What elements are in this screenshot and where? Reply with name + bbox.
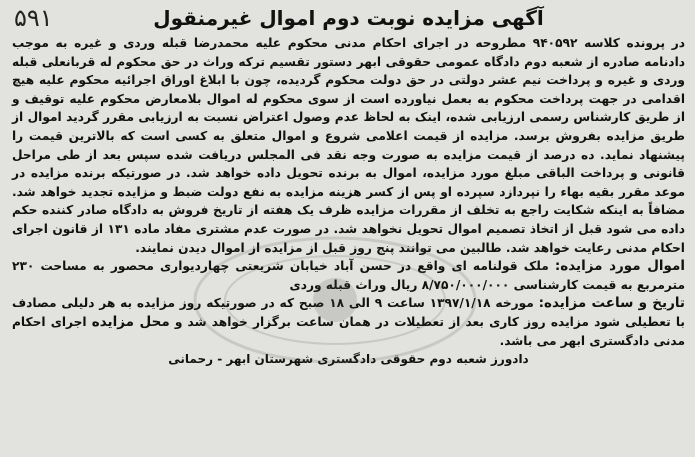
notice-title: آگهی مزایده نوبت دوم اموال غیرمنقول [153, 6, 544, 30]
property-text: ملک قولنامه ای واقع در حسن آباد خیابان شریعتی چهاردیواری محصور به مساحت ۲۳۰ مترمربع به قیمت کارشناسی ۸/۷۵۰/۰۰۰/۰۰۰ ریال وراث قبله وردی [12, 259, 685, 292]
signature-line: دادورز شعبه دوم حقوقی دادگستری شهرستان ابهر - رحمانی [168, 352, 529, 367]
property-label: اموال مورد مزایده: [554, 258, 685, 275]
datetime-label: تاریخ و ساعت مزایده: [538, 295, 685, 312]
location-text: اجرای احکام مدنی دادگستری ابهر می باشد. [12, 314, 685, 348]
main-paragraph: در پرونده کلاسه ۹۴۰۵۹۲ مطروحه در اجرای احکام مدنی محکوم علیه محمدرضا قبله وردی و غیره به موجب دادنامه صادره از شعبه دوم دادگاه عمومی حقوقی ابهر دستور تقسیم ترکه وراث در حق محکوم له قربانعلی قبله وردی و غیره و پرداخت نیم عشر دولتی در حق دولت محکوم گردیده، چون با ابلاغ اوراق اجرائیه محکوم علیه هیچ اقدامی در جهت پرداخت محکوم به بعمل نیاورده است از سوی محکوم له اموال بلامعارض محکوم علیه توقیف و از طریق کارشناس رسمی ارزیابی شده، اینک به لحاظ عدم وصول اعتراض نسبت به ارزیابی مقرر گردید اموال از طریق مزایده بفروش برسد. مزایده از قیمت اعلامی شروع و اموال متعلق به کسی است که بالاترین قیمت را پیشنهاد نماید. ده درصد از قیمت مزایده به صورت وجه نقد فی المجلس دریافت شده سپس بعد از طی مراحل قانونی و پرداخت الباقی مبلغ مورد مزایده، اموال به برنده تحویل داده خواهد شد. در صورتیکه برنده مزایده در موعد مقرر بقیه بهاء را نپردازد سپرده او پس از کسر هزینه مزایده به نفع دولت ضبط و مزایده تجدید خواهد شد. مضافاً به اینکه شکایت راجع به تخلف از مقررات مزایده ظرف یک هفته از تاریخ فروش به دادگاه صادر کننده حکم داده می شود قبل از اتخاذ تصمیم اموال تحویل نخواهد شد. در صورت عدم مشتری مفاد ماده ۱۳۱ از قانون اجرای احکام مدنی رعایت خواهد شد. طالبین می توانند پنج روز قبل از مزایده از اموال دیدن نمایند. [12, 36, 685, 255]
location-label: محل مزایده [91, 313, 170, 330]
datetime-text: مورخه ۱۳۹۷/۱/۱۸ ساعت ۹ الی ۱۸ صبح که در صورتیکه روز مزایده به هر دلیلی مصادف با تعطیلی شود مزایده روز کاری بعد از تعطیلات در همان ساعت برگزار خواهد شد و [12, 296, 686, 329]
datetime-paragraph [12, 294, 685, 350]
property-paragraph [12, 257, 685, 294]
notice-body [12, 34, 685, 350]
handwritten-page-number: ۵۹۱ [14, 4, 53, 32]
